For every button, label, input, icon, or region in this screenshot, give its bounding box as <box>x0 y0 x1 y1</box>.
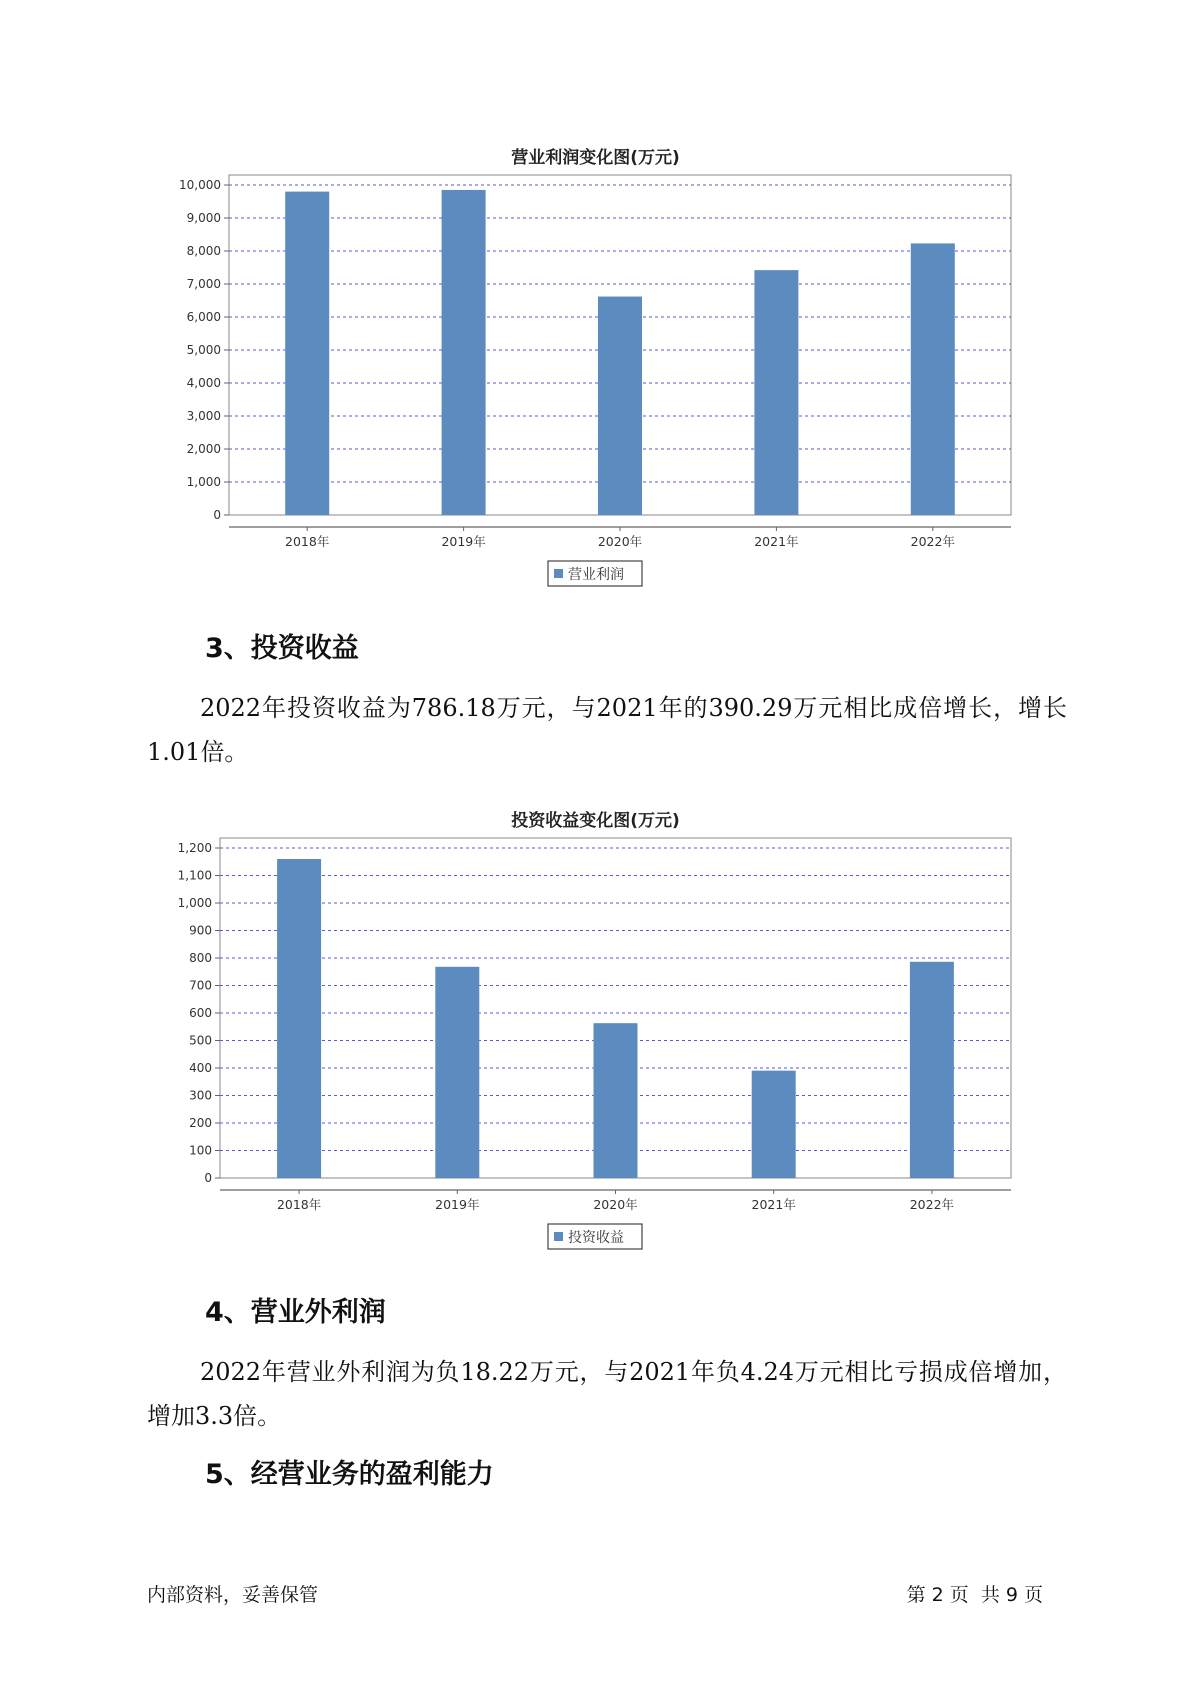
paragraph-investment: 2022年投资收益为786.18万元，与2021年的390.29万元相比成倍增长，增长1.01倍。 <box>147 694 1067 766</box>
y-tick-label: 9,000 <box>186 211 221 225</box>
y-tick-label: 10,000 <box>179 178 221 192</box>
x-tick-label: 2018年 <box>276 1197 322 1212</box>
y-tick-label: 8,000 <box>186 244 221 258</box>
section-heading-profitability: 5、经营业务的盈利能力 <box>205 1459 494 1490</box>
x-tick-label: 2021年 <box>751 1197 796 1212</box>
footer-confidential-note: 内部资料，妥善保管 <box>147 1584 319 1606</box>
y-tick-label: 500 <box>189 1033 212 1048</box>
paragraph-non-operating: 2022年营业外利润为负18.22万元，与2021年负4.24万元相比亏损成倍增加，增加3.3倍。 <box>147 1358 1067 1430</box>
x-tick-label: 2022年 <box>910 534 955 549</box>
chart-title-investment-income: 投资收益变化图(万元) <box>511 811 680 831</box>
y-tick-label: 400 <box>189 1061 212 1075</box>
x-tick-label: 2018年 <box>285 534 330 549</box>
x-tick-label: 2020年 <box>593 1197 638 1212</box>
y-tick-label: 700 <box>189 978 212 993</box>
x-tick-label: 2020年 <box>597 534 643 549</box>
y-tick-label: 6,000 <box>186 310 221 324</box>
bar-2019年 <box>435 967 479 1178</box>
y-tick-label: 0 <box>213 508 221 522</box>
y-tick-label: 3,000 <box>186 409 221 423</box>
section-heading-investment: 3、投资收益 <box>205 633 359 664</box>
y-tick-label: 1,200 <box>177 841 212 855</box>
section-heading-non-operating: 4、营业外利润 <box>205 1297 386 1328</box>
y-tick-label: 900 <box>189 923 212 938</box>
y-tick-label: 300 <box>189 1088 212 1103</box>
x-tick-label: 2021年 <box>754 534 799 549</box>
y-tick-label: 7,000 <box>186 277 221 291</box>
y-tick-label: 200 <box>189 1116 212 1130</box>
y-tick-label: 1,000 <box>177 896 212 910</box>
y-tick-label: 1,100 <box>177 868 212 883</box>
bar-2021年 <box>752 1071 796 1178</box>
y-tick-label: 2,000 <box>186 442 221 456</box>
legend-swatch <box>554 1232 563 1241</box>
y-tick-label: 600 <box>189 1006 212 1020</box>
bar-2020年 <box>594 1023 638 1178</box>
bar-2022年 <box>910 962 954 1178</box>
y-tick-label: 5,000 <box>186 343 221 357</box>
y-tick-label: 0 <box>204 1171 212 1185</box>
legend-label: 投资收益 <box>568 1230 624 1246</box>
x-tick-label: 2019年 <box>441 534 486 549</box>
y-tick-label: 4,000 <box>186 376 221 390</box>
footer-page-number: 第 2 页 共 9 页 <box>906 1584 1043 1606</box>
x-tick-label: 2022年 <box>909 1197 955 1212</box>
chart-title-operating-profit: 营业利润变化图(万元) <box>511 148 680 168</box>
y-tick-label: 800 <box>189 951 212 965</box>
y-tick-label: 1,000 <box>186 475 221 489</box>
legend-label: 营业利润 <box>568 567 624 583</box>
bar-2018年 <box>277 859 321 1178</box>
x-tick-label: 2019年 <box>435 1197 480 1212</box>
y-tick-label: 100 <box>189 1143 212 1158</box>
